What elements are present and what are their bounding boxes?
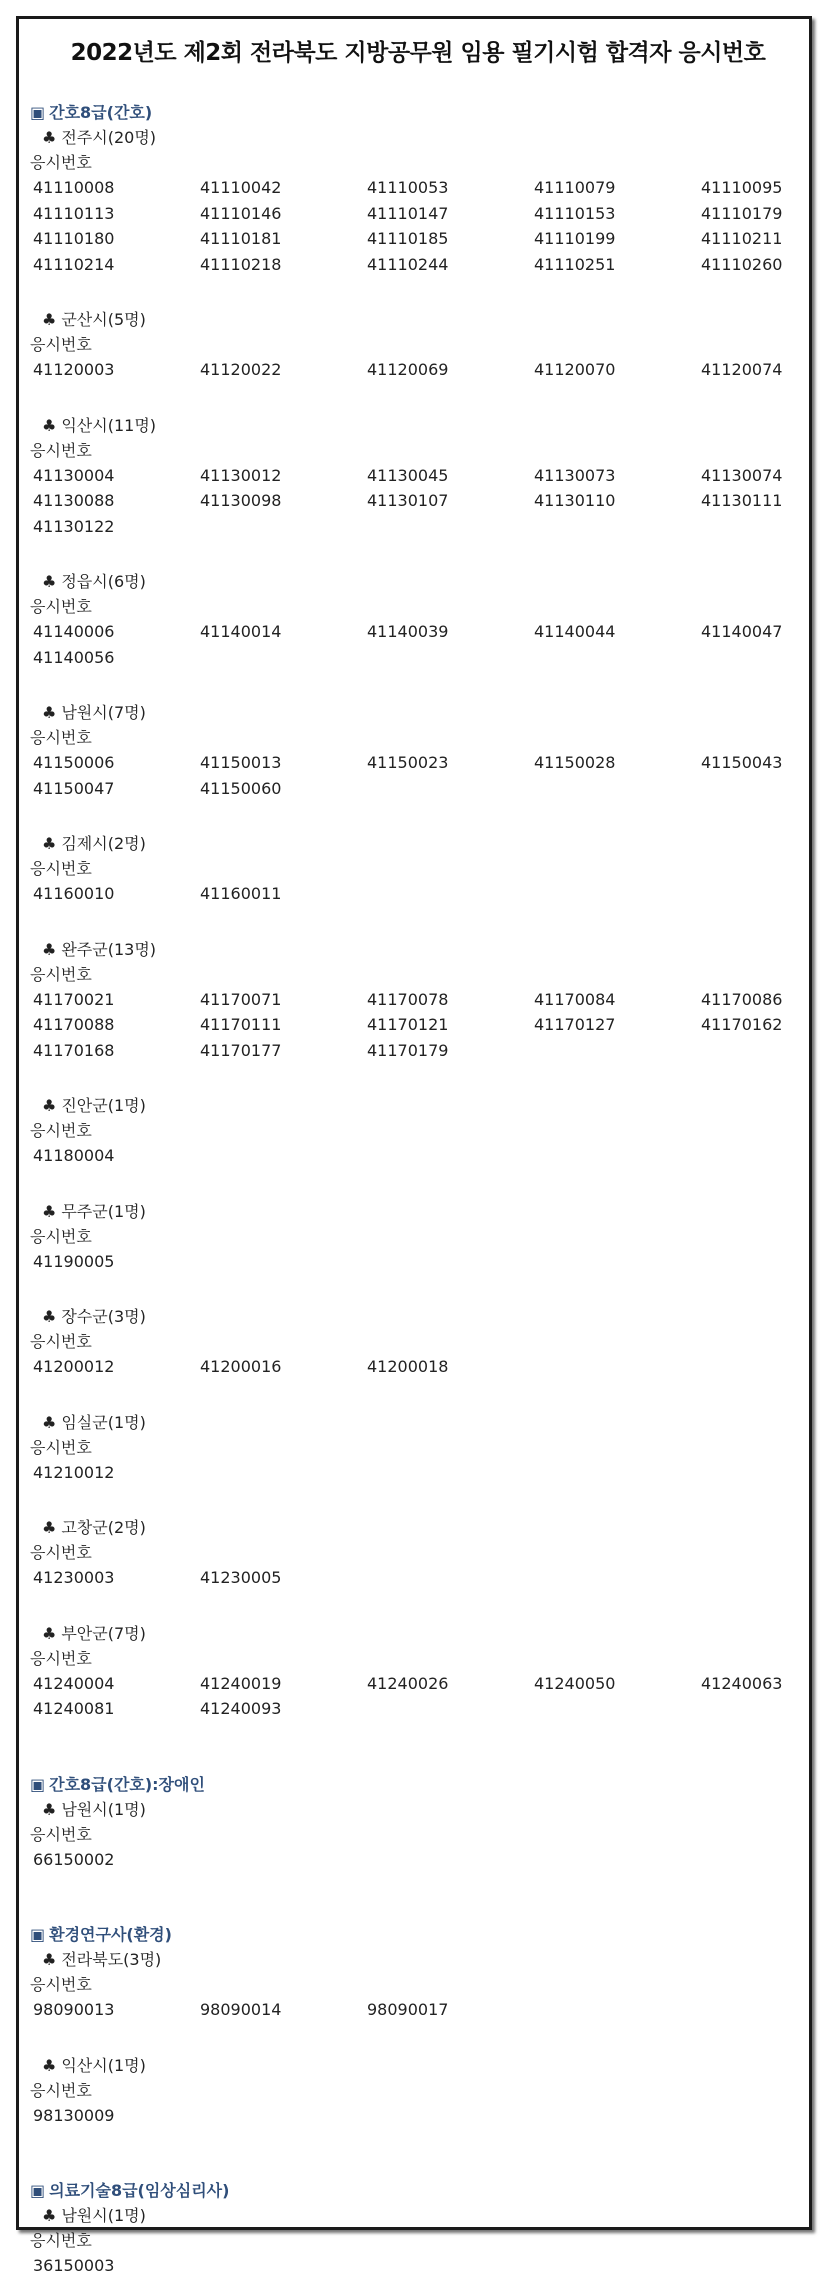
region-title bbox=[30, 1410, 810, 1435]
exam-number: 41110095 bbox=[701, 178, 783, 197]
club-icon: ♣ bbox=[42, 1950, 57, 1969]
exam-number: 41110179 bbox=[701, 203, 783, 223]
exam-number: 41210012 bbox=[33, 1462, 115, 1482]
column-label: 응시번호 bbox=[30, 1332, 92, 1351]
region-title-text: 익산시(11명) bbox=[61, 415, 157, 435]
club-icon: ♣ bbox=[42, 1623, 57, 1643]
column-label: 응시번호 bbox=[30, 964, 92, 984]
exam-number: 41170162 bbox=[701, 1015, 783, 1034]
exam-number: 41170021 bbox=[33, 989, 115, 1009]
region-section bbox=[30, 1515, 810, 1591]
region-title bbox=[30, 569, 810, 594]
exam-number: 41150023 bbox=[367, 753, 449, 772]
column-label: 응시번호 bbox=[30, 335, 92, 354]
column-label: 응시번호 bbox=[30, 1226, 92, 1246]
number-grid bbox=[30, 2253, 810, 2279]
region-section bbox=[30, 2053, 810, 2129]
number-grid bbox=[30, 175, 810, 277]
column-label: 응시번호 bbox=[30, 1824, 92, 1844]
exam-number: 98090014 bbox=[200, 2000, 282, 2019]
exam-number: 66150002 bbox=[33, 1849, 115, 1869]
region-title bbox=[30, 2203, 810, 2228]
club-icon: ♣ bbox=[42, 1307, 57, 1326]
exam-number: 41130045 bbox=[367, 465, 449, 485]
exam-number: 41110053 bbox=[367, 178, 449, 197]
exam-number: 41120070 bbox=[534, 360, 616, 379]
region-title bbox=[30, 125, 810, 150]
club-icon: ♣ bbox=[42, 1518, 57, 1537]
region-title bbox=[30, 1199, 810, 1224]
club-icon: ♣ bbox=[42, 1201, 57, 1221]
region-title bbox=[30, 1515, 810, 1540]
exam-number: 41110113 bbox=[33, 203, 115, 223]
exam-number: 36150003 bbox=[33, 2256, 115, 2275]
exam-number: 41170084 bbox=[534, 989, 616, 1009]
exam-number: 98090013 bbox=[33, 2000, 115, 2019]
exam-number: 41170168 bbox=[33, 1040, 115, 1060]
region-title-text: 완주군(13명) bbox=[61, 939, 157, 959]
exam-number: 41170127 bbox=[534, 1015, 616, 1034]
exam-number: 41110042 bbox=[200, 178, 282, 197]
number-grid bbox=[30, 881, 810, 907]
exam-number: 41170177 bbox=[200, 1040, 282, 1060]
region-title-text: 진안군(1명) bbox=[61, 1096, 146, 1115]
exam-number: 41140044 bbox=[534, 622, 616, 641]
club-icon: ♣ bbox=[42, 1096, 57, 1115]
region-title-text: 부안군(7명) bbox=[61, 1623, 146, 1643]
exam-number: 41130074 bbox=[701, 465, 783, 485]
number-grid bbox=[30, 619, 810, 670]
club-icon: ♣ bbox=[42, 415, 57, 435]
exam-number: 41110146 bbox=[200, 203, 282, 223]
region-title bbox=[30, 413, 810, 438]
column-label: 응시번호 bbox=[30, 153, 92, 172]
region-title bbox=[30, 1304, 810, 1329]
exam-number: 41170071 bbox=[200, 989, 282, 1009]
exam-number: 41120074 bbox=[701, 360, 783, 379]
column-label: 응시번호 bbox=[30, 728, 92, 747]
exam-number: 41180004 bbox=[33, 1146, 115, 1165]
region-title bbox=[30, 700, 810, 725]
category-section bbox=[30, 1922, 810, 2128]
exam-number: 41240081 bbox=[33, 1699, 115, 1718]
number-grid bbox=[30, 1354, 810, 1380]
region-section bbox=[30, 700, 810, 801]
region-section bbox=[30, 1621, 810, 1722]
club-icon: ♣ bbox=[42, 2055, 57, 2075]
exam-number: 41130088 bbox=[33, 491, 115, 510]
results-content bbox=[30, 100, 810, 2279]
exam-number: 41110147 bbox=[367, 203, 449, 223]
region-title-text: 고창군(2명) bbox=[61, 1518, 146, 1537]
region-section bbox=[30, 125, 810, 277]
exam-number: 41170078 bbox=[367, 989, 449, 1009]
region-title-text: 남원시(1명) bbox=[61, 2206, 146, 2225]
exam-number: 41110214 bbox=[33, 254, 115, 274]
region-title-text: 남원시(7명) bbox=[61, 703, 146, 722]
region-section bbox=[30, 1947, 810, 2023]
category-title bbox=[30, 2178, 810, 2203]
column-label: 응시번호 bbox=[30, 440, 92, 460]
exam-number: 41130111 bbox=[701, 491, 783, 510]
number-grid bbox=[30, 1847, 810, 1873]
exam-number: 41110251 bbox=[534, 254, 616, 274]
exam-number: 41170088 bbox=[33, 1015, 115, 1034]
category-title-text: 간호8급(간호):장애인 bbox=[49, 1774, 205, 1794]
exam-number: 41200016 bbox=[200, 1357, 282, 1376]
exam-number: 41130122 bbox=[33, 516, 115, 536]
region-section bbox=[30, 2203, 810, 2279]
exam-number: 41160010 bbox=[33, 884, 115, 903]
club-icon: ♣ bbox=[42, 703, 57, 722]
region-title-text: 김제시(2명) bbox=[61, 834, 146, 853]
region-title-text: 전주시(20명) bbox=[61, 128, 157, 147]
exam-number: 41170111 bbox=[200, 1015, 282, 1034]
category-symbol: ▣ bbox=[30, 103, 46, 122]
region-section bbox=[30, 1304, 810, 1380]
exam-number: 41240093 bbox=[200, 1699, 282, 1718]
region-title-text: 남원시(1명) bbox=[61, 1799, 146, 1819]
exam-number: 41240019 bbox=[200, 1673, 282, 1693]
number-grid bbox=[30, 987, 810, 1064]
region-section bbox=[30, 937, 810, 1064]
region-section bbox=[30, 1199, 810, 1275]
column-label: 응시번호 bbox=[30, 859, 92, 878]
club-icon: ♣ bbox=[42, 128, 57, 147]
exam-number: 41230003 bbox=[33, 1568, 115, 1587]
exam-number: 41130012 bbox=[200, 465, 282, 485]
exam-number: 41110211 bbox=[701, 229, 783, 248]
number-grid bbox=[30, 750, 810, 801]
exam-number: 41140047 bbox=[701, 622, 783, 641]
club-icon: ♣ bbox=[42, 2206, 57, 2225]
category-title-text: 환경연구사(환경) bbox=[49, 1925, 172, 1944]
exam-number: 41130004 bbox=[33, 465, 115, 485]
category-symbol: ▣ bbox=[30, 1774, 46, 1794]
category-symbol: ▣ bbox=[30, 2181, 46, 2200]
category-title bbox=[30, 100, 810, 125]
club-icon: ♣ bbox=[42, 834, 57, 853]
exam-number: 41160011 bbox=[200, 884, 282, 903]
club-icon: ♣ bbox=[42, 1799, 57, 1819]
exam-number: 41110260 bbox=[701, 254, 783, 274]
region-section bbox=[30, 1093, 810, 1169]
category-title bbox=[30, 1922, 810, 1947]
region-title-text: 임실군(1명) bbox=[61, 1412, 146, 1432]
exam-number: 41130098 bbox=[200, 491, 282, 510]
region-title bbox=[30, 1947, 810, 1972]
category-title bbox=[30, 1772, 810, 1797]
number-grid bbox=[30, 2103, 810, 2129]
exam-number: 41190005 bbox=[33, 1251, 115, 1271]
category-title-text: 간호8급(간호) bbox=[49, 103, 153, 122]
category-section bbox=[30, 2178, 810, 2279]
exam-number: 41150028 bbox=[534, 753, 616, 772]
number-grid bbox=[30, 1143, 810, 1169]
exam-number: 41150043 bbox=[701, 753, 783, 772]
exam-number: 41130107 bbox=[367, 491, 449, 510]
exam-number: 41200018 bbox=[367, 1357, 449, 1376]
exam-number: 41240063 bbox=[701, 1673, 783, 1693]
number-grid bbox=[30, 1565, 810, 1591]
number-grid bbox=[30, 1671, 810, 1722]
exam-number: 41230005 bbox=[200, 1568, 282, 1587]
exam-number: 41140014 bbox=[200, 622, 282, 641]
exam-number: 41240026 bbox=[367, 1673, 449, 1693]
category-section bbox=[30, 100, 810, 1722]
exam-number: 41140056 bbox=[33, 647, 115, 667]
region-section bbox=[30, 831, 810, 907]
region-title bbox=[30, 1621, 810, 1646]
region-title-text: 군산시(5명) bbox=[61, 310, 146, 329]
region-title-text: 익산시(1명) bbox=[61, 2055, 146, 2075]
column-label: 응시번호 bbox=[30, 597, 92, 616]
exam-number: 41110218 bbox=[200, 254, 282, 274]
exam-number: 98090017 bbox=[367, 2000, 449, 2019]
exam-number: 41110180 bbox=[33, 229, 115, 248]
exam-number: 41140006 bbox=[33, 622, 115, 641]
region-section bbox=[30, 1410, 810, 1486]
exam-number: 41110199 bbox=[534, 229, 616, 248]
region-section bbox=[30, 1797, 810, 1873]
column-label: 응시번호 bbox=[30, 1543, 92, 1562]
exam-number: 41110185 bbox=[367, 229, 449, 248]
column-label: 응시번호 bbox=[30, 1437, 92, 1457]
region-title-text: 전라북도(3명) bbox=[61, 1950, 162, 1969]
region-title bbox=[30, 1093, 810, 1118]
exam-number: 41170121 bbox=[367, 1015, 449, 1034]
number-grid bbox=[30, 1249, 810, 1275]
region-title bbox=[30, 831, 810, 856]
club-icon: ♣ bbox=[42, 939, 57, 959]
category-section bbox=[30, 1772, 810, 1873]
club-icon: ♣ bbox=[42, 310, 57, 329]
club-icon: ♣ bbox=[42, 1412, 57, 1432]
exam-number: 41140039 bbox=[367, 622, 449, 641]
exam-number: 41170086 bbox=[701, 989, 783, 1009]
region-title-text: 장수군(3명) bbox=[61, 1307, 146, 1326]
exam-number: 41150060 bbox=[200, 778, 282, 798]
exam-number: 41110079 bbox=[534, 178, 616, 197]
region-title bbox=[30, 2053, 810, 2078]
region-section bbox=[30, 307, 810, 383]
exam-number: 41110153 bbox=[534, 203, 616, 223]
number-grid bbox=[30, 1997, 810, 2023]
exam-number: 41150013 bbox=[200, 753, 282, 772]
region-title bbox=[30, 307, 810, 332]
exam-number: 41170179 bbox=[367, 1040, 449, 1060]
exam-number: 41200012 bbox=[33, 1357, 115, 1376]
exam-number: 41240004 bbox=[33, 1673, 115, 1693]
exam-number: 41240050 bbox=[534, 1673, 616, 1693]
column-label: 응시번호 bbox=[30, 1121, 92, 1140]
exam-number: 41120003 bbox=[33, 360, 115, 379]
exam-number: 41110244 bbox=[367, 254, 449, 274]
category-symbol: ▣ bbox=[30, 1925, 46, 1944]
region-title bbox=[30, 1797, 810, 1822]
region-section bbox=[30, 413, 810, 540]
column-label: 응시번호 bbox=[30, 1975, 92, 1994]
column-label: 응시번호 bbox=[30, 2080, 92, 2100]
region-title-text: 무주군(1명) bbox=[61, 1201, 146, 1221]
number-grid bbox=[30, 463, 810, 540]
exam-number: 41120069 bbox=[367, 360, 449, 379]
exam-number: 98130009 bbox=[33, 2105, 115, 2125]
region-title bbox=[30, 937, 810, 962]
club-icon: ♣ bbox=[42, 572, 57, 591]
column-label: 응시번호 bbox=[30, 1648, 92, 1668]
exam-number: 41120022 bbox=[200, 360, 282, 379]
exam-number: 41150006 bbox=[33, 753, 115, 772]
region-section bbox=[30, 569, 810, 670]
page-title: 2022년도 제2회 전라북도 지방공무원 임용 필기시험 합격자 응시번호 bbox=[70, 40, 766, 66]
exam-number: 41150047 bbox=[33, 778, 115, 798]
region-title-text: 정읍시(6명) bbox=[61, 572, 146, 591]
exam-number: 41130110 bbox=[534, 491, 616, 510]
category-title-text: 의료기술8급(임상심리사) bbox=[49, 2181, 230, 2200]
column-label: 응시번호 bbox=[30, 2231, 92, 2250]
exam-number: 41110008 bbox=[33, 178, 115, 197]
number-grid bbox=[30, 357, 810, 383]
number-grid bbox=[30, 1460, 810, 1486]
exam-number: 41110181 bbox=[200, 229, 282, 248]
exam-number: 41130073 bbox=[534, 465, 616, 485]
